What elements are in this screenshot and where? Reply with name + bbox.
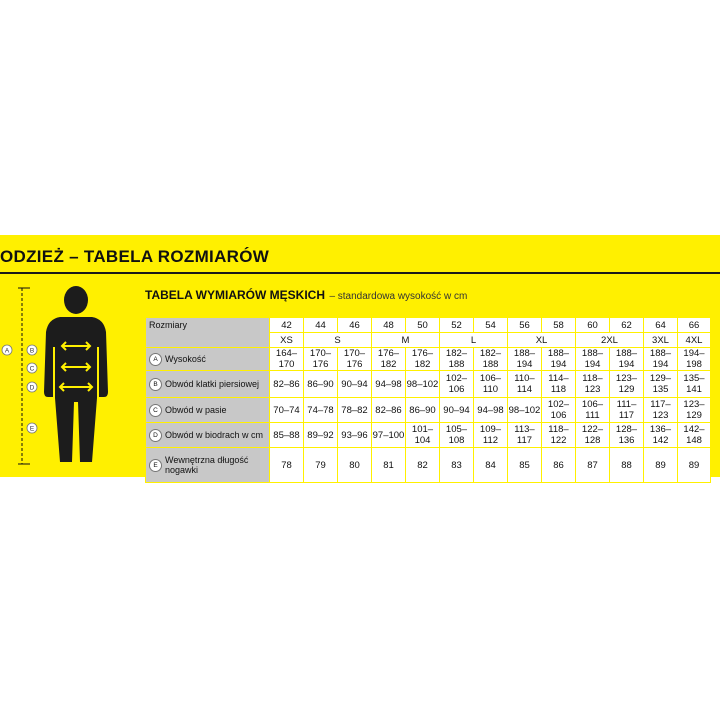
category-cell: M xyxy=(372,333,440,348)
value-cell: 188–194 xyxy=(644,348,678,371)
value-cell: 135–141 xyxy=(678,371,711,398)
value-cell: 79 xyxy=(304,448,338,483)
letter-c: C xyxy=(29,365,35,373)
row-label: Wysokość xyxy=(165,354,206,364)
value-cell: 83 xyxy=(440,448,474,483)
table-row xyxy=(146,371,711,398)
value-cell: 86 xyxy=(542,448,576,483)
value-cell: 89 xyxy=(644,448,678,483)
category-cell: 4XL xyxy=(678,333,711,348)
size-cell: 64 xyxy=(644,318,678,333)
value-cell: 182–188 xyxy=(474,348,508,371)
value-cell: 123–129 xyxy=(678,398,711,423)
category-cell: XL xyxy=(508,333,576,348)
banner-title: ODZIEŻ – TABELA ROZMIARÓW xyxy=(0,247,270,266)
value-cell: 128–136 xyxy=(610,423,644,448)
value-cell: 86–90 xyxy=(406,398,440,423)
value-cell: 102–106 xyxy=(440,371,474,398)
row-label: Obwód klatki piersiowej xyxy=(165,379,260,389)
value-cell: 136–142 xyxy=(644,423,678,448)
value-cell: 170–176 xyxy=(338,348,372,371)
table-subtitle: – standardowa wysokość w cm xyxy=(329,291,468,302)
value-cell: 111–117 xyxy=(610,398,644,423)
value-cell: 194–198 xyxy=(678,348,711,371)
size-cell: 58 xyxy=(542,318,576,333)
value-cell: 122–128 xyxy=(576,423,610,448)
size-cell: 52 xyxy=(440,318,474,333)
value-cell: 182–188 xyxy=(440,348,474,371)
size-cell: 46 xyxy=(338,318,372,333)
title-divider xyxy=(0,272,720,274)
value-cell: 123–129 xyxy=(610,371,644,398)
value-cell: 78 xyxy=(270,448,304,483)
category-cell: XS xyxy=(270,333,304,348)
row-letter: C xyxy=(149,404,162,417)
value-cell: 82–86 xyxy=(372,398,406,423)
body-silhouette-icon xyxy=(0,280,140,470)
value-cell: 74–78 xyxy=(304,398,338,423)
value-cell: 78–82 xyxy=(338,398,372,423)
row-label: Obwód w biodrach w cm xyxy=(165,430,264,440)
category-cell: L xyxy=(440,333,508,348)
value-cell: 70–74 xyxy=(270,398,304,423)
row-label: Wewnętrzna długość nogawki xyxy=(165,455,249,475)
value-cell: 114–118 xyxy=(542,371,576,398)
value-cell: 94–98 xyxy=(372,371,406,398)
value-cell: 105–108 xyxy=(440,423,474,448)
value-cell: 98–102 xyxy=(508,398,542,423)
value-cell: 170–176 xyxy=(304,348,338,371)
value-cell: 118–123 xyxy=(576,371,610,398)
value-cell: 113–117 xyxy=(508,423,542,448)
size-cell: 48 xyxy=(372,318,406,333)
row-letter: E xyxy=(149,459,162,472)
category-cell: 2XL xyxy=(576,333,644,348)
table-row xyxy=(146,448,711,483)
value-cell: 93–96 xyxy=(338,423,372,448)
value-cell: 102–106 xyxy=(542,398,576,423)
value-cell: 176–182 xyxy=(406,348,440,371)
letter-b: B xyxy=(29,347,35,355)
header-label: Rozmiary xyxy=(149,320,188,330)
value-cell: 87 xyxy=(576,448,610,483)
letter-d: D xyxy=(29,384,35,392)
letter-e: E xyxy=(29,425,35,433)
size-cell: 60 xyxy=(576,318,610,333)
size-cell: 50 xyxy=(406,318,440,333)
size-cell: 44 xyxy=(304,318,338,333)
row-letter: A xyxy=(149,353,162,366)
table-title-block xyxy=(145,286,467,304)
value-cell: 110–114 xyxy=(508,371,542,398)
value-cell: 117–123 xyxy=(644,398,678,423)
category-cell: S xyxy=(304,333,372,348)
row-letter: B xyxy=(149,378,162,391)
table-row xyxy=(146,348,711,371)
value-cell: 142–148 xyxy=(678,423,711,448)
value-cell: 188–194 xyxy=(508,348,542,371)
value-cell: 129–135 xyxy=(644,371,678,398)
row-label: Obwód w pasie xyxy=(165,405,227,415)
value-cell: 188–194 xyxy=(576,348,610,371)
value-cell: 89 xyxy=(678,448,711,483)
value-cell: 188–194 xyxy=(542,348,576,371)
value-cell: 85–88 xyxy=(270,423,304,448)
size-cell: 62 xyxy=(610,318,644,333)
value-cell: 106–111 xyxy=(576,398,610,423)
table-row xyxy=(146,423,711,448)
value-cell: 101–104 xyxy=(406,423,440,448)
size-number-row xyxy=(146,318,711,333)
row-letter: D xyxy=(149,429,162,442)
value-cell: 94–98 xyxy=(474,398,508,423)
size-cell: 56 xyxy=(508,318,542,333)
value-cell: 98–102 xyxy=(406,371,440,398)
table-title: TABELA WYMIARÓW MĘSKICH xyxy=(145,288,325,302)
value-cell: 85 xyxy=(508,448,542,483)
value-cell: 84 xyxy=(474,448,508,483)
value-cell: 97–100 xyxy=(372,423,406,448)
value-cell: 118–122 xyxy=(542,423,576,448)
value-cell: 82 xyxy=(406,448,440,483)
value-cell: 81 xyxy=(372,448,406,483)
value-cell: 89–92 xyxy=(304,423,338,448)
value-cell: 176–182 xyxy=(372,348,406,371)
value-cell: 90–94 xyxy=(338,371,372,398)
size-cell: 42 xyxy=(270,318,304,333)
value-cell: 109–112 xyxy=(474,423,508,448)
value-cell: 188–194 xyxy=(610,348,644,371)
value-cell: 86–90 xyxy=(304,371,338,398)
value-cell: 106–110 xyxy=(474,371,508,398)
value-cell: 82–86 xyxy=(270,371,304,398)
value-cell: 90–94 xyxy=(440,398,474,423)
size-cell: 66 xyxy=(678,318,711,333)
size-table xyxy=(145,317,711,483)
value-cell: 164–170 xyxy=(270,348,304,371)
category-cell: 3XL xyxy=(644,333,678,348)
letter-a: A xyxy=(4,347,10,355)
value-cell: 88 xyxy=(610,448,644,483)
size-cell: 54 xyxy=(474,318,508,333)
value-cell: 80 xyxy=(338,448,372,483)
table-row xyxy=(146,398,711,423)
